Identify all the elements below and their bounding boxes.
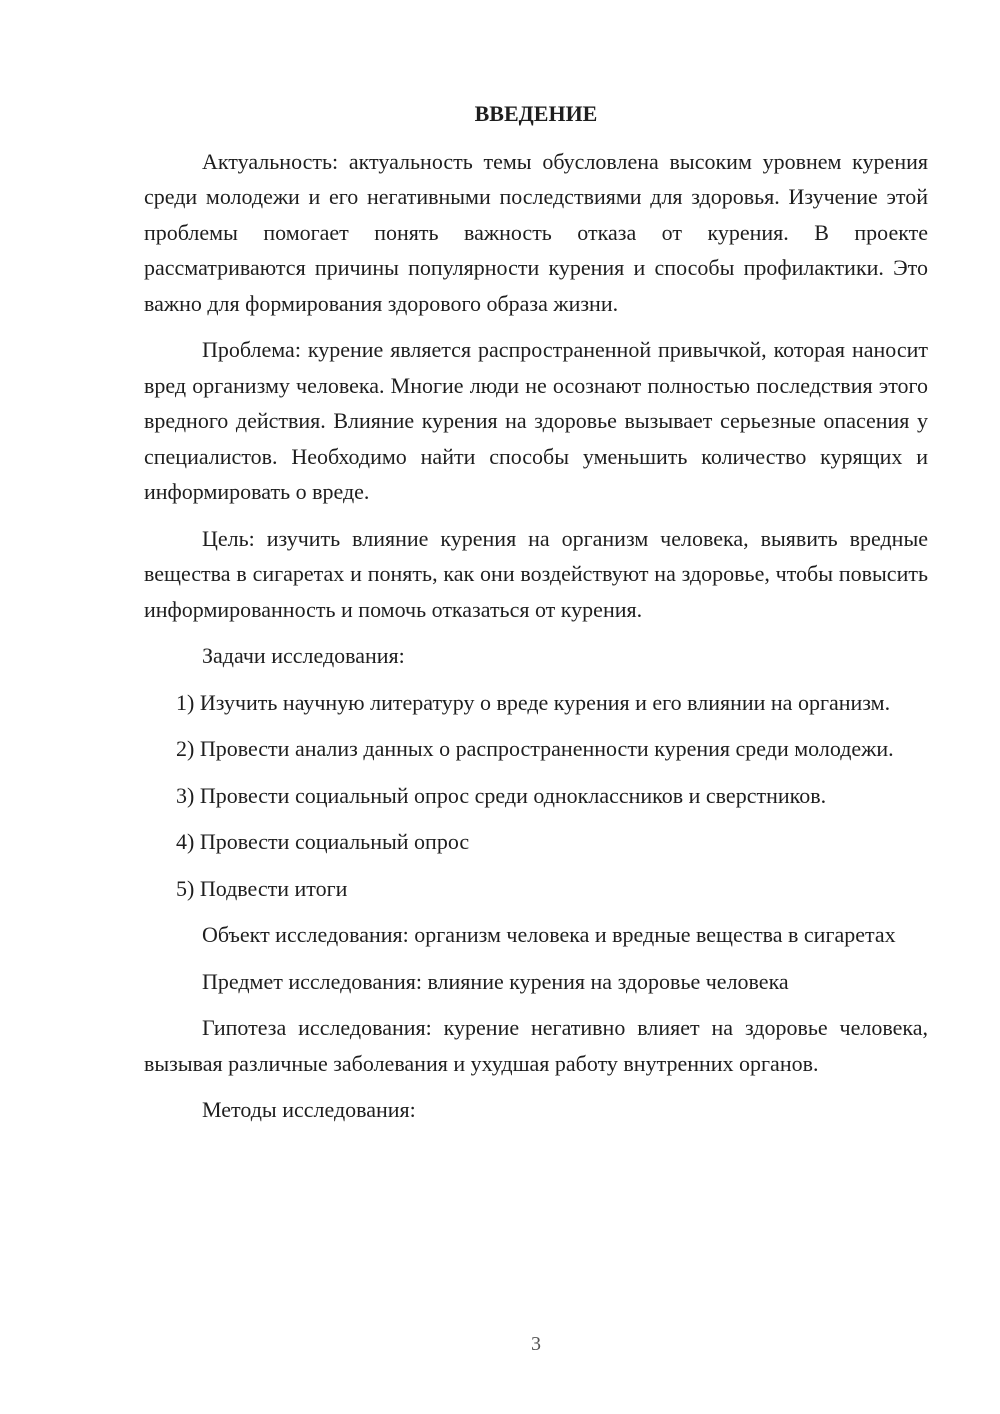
goal-paragraph: Цель: изучить влияние курения на организм человека, выявить вредные вещества в сигаретах и понять, как они воздействуют на здоровье, чтобы повысить информированность и помочь отказаться от курения. xyxy=(144,525,928,622)
object-paragraph: Объект исследования: организм человека и вредные вещества в сигаретах xyxy=(202,922,896,947)
task-item-5: 5) Подвести итоги xyxy=(176,875,348,901)
methods-paragraph: Методы исследования: xyxy=(202,1097,416,1122)
subject-paragraph: Предмет исследования: влияние курения на здоровье человека xyxy=(202,968,789,994)
task-item-4: 4) Провести социальный опрос xyxy=(176,829,470,854)
problem-paragraph: Проблема: курение является распространенной привычкой, которая наносит вред организму человека. Многие люди не осознают полностью последствия этого вредного действия. Влияние курения на здоровье вызывает серьезные опасения у специалистов. Необходимо найти способы уменьшить количество курящих и информировать о вреде. xyxy=(144,337,928,504)
hypothesis-paragraph: Гипотеза исследования: курение негативно влияет на здоровье человека, вызывая различные заболевания и ухудшая работу внутренних органов. xyxy=(144,1015,928,1076)
page-heading: ВВЕДЕНИЕ xyxy=(474,101,598,126)
page-number: 3 xyxy=(531,1333,541,1355)
tasks-heading: Задачи исследования: xyxy=(202,643,405,668)
task-item-3: 3) Провести социальный опрос среди одноклассников и сверстников. xyxy=(176,782,827,808)
relevance-paragraph: Актуальность: актуальность темы обусловлена высоким уровнем курения среди молодежи и его негативными последствиями для здоровья. Изучение этой проблемы помогает понять важность отказа от курения. В проекте рассматриваются причины популярности курения и способы профилактики. Это важно для формирования здорового образа жизни. xyxy=(144,148,928,316)
task-item-1: 1) Изучить научную литературу о вреде курения и его влиянии на организм. xyxy=(176,689,891,715)
task-item-2: 2) Провести анализ данных о распространенности курения среди молодежи. xyxy=(176,736,894,761)
page-content xyxy=(144,96,928,1139)
